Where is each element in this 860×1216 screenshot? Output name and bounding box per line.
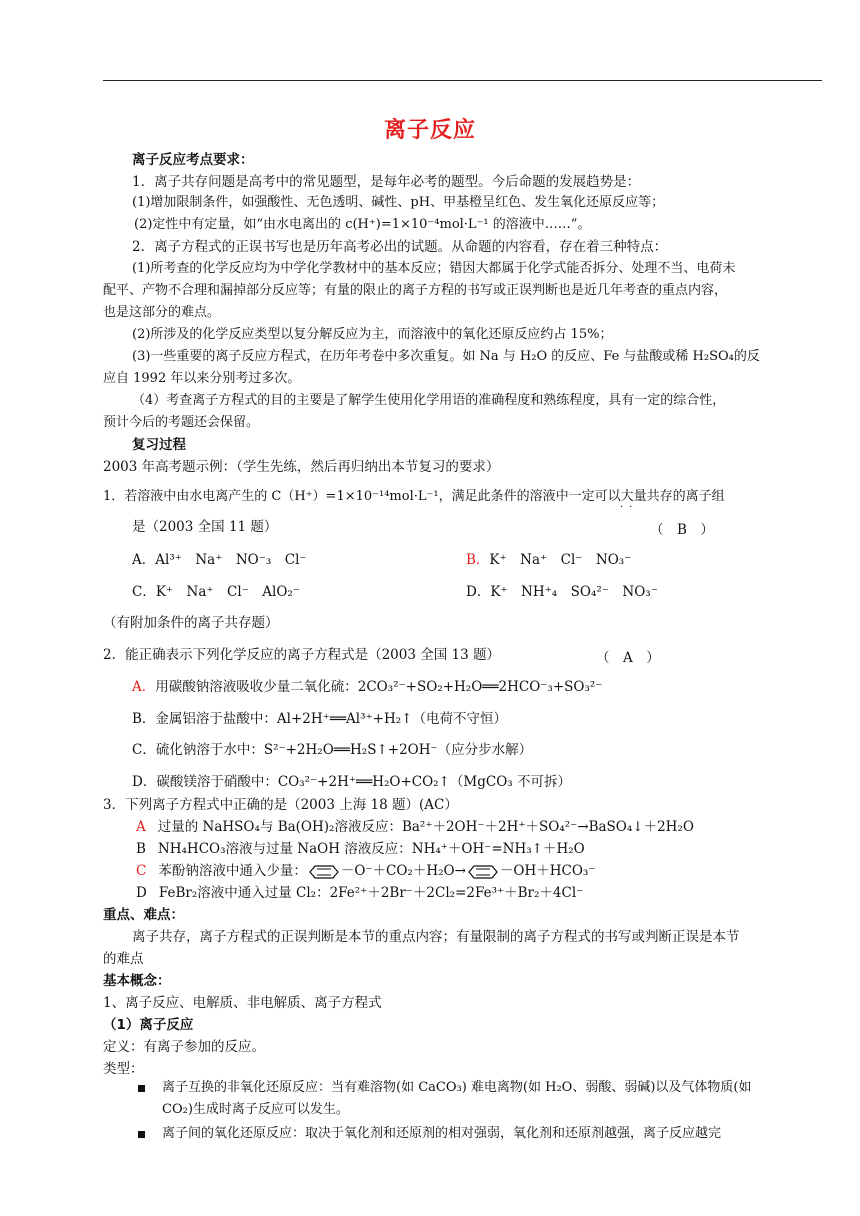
emphasis-dots: ·· xyxy=(620,502,639,513)
q3-option-b-text: NH₄HCO₃溶液与过量 NaOH 溶液反应：NH₄⁺＋OH⁻=NH₃↑＋H₂O xyxy=(157,841,585,857)
q1-option-b-text: K⁺ Na⁺ Cl⁻ NO₃⁻ xyxy=(489,552,632,568)
q2-option-a-text: 用碳酸钠溶液吸收少量二氧化硫：2CO₃²⁻+SO₂+H₂O══2HCO⁻₃+SO₃²⁻ xyxy=(155,679,603,695)
q1-answer: （ B ） xyxy=(650,522,714,538)
requirements-p2c-2: 应自 1992 年以来分别考过多次。 xyxy=(103,371,301,386)
q2-option-a-letter: A． xyxy=(132,679,156,695)
review-intro: 2003 年高考题示例：（学生先练，然后再归纳出本节复习的要求） xyxy=(103,459,500,475)
q1-option-a: A．Al³⁺ Na⁺ NO⁻₃ Cl⁻ xyxy=(132,552,307,568)
key-text-line2: 的难点 xyxy=(103,951,144,967)
requirements-p1b: (2)定性中有定量，如“由水电离出的 c(H⁺)=1×10⁻⁴mol·L⁻¹ 的溶液中……”。 xyxy=(134,217,591,232)
requirements-p1a: (1)增加限制条件，如强酸性、无色透明、碱性、pH、甲基橙呈红色、发生氧化还原反应等； xyxy=(132,195,665,210)
q3-option-c-letter: C xyxy=(136,863,147,879)
q1-stem-line1: 1．若溶液中由水电离产生的 C（H⁺）=1×10⁻¹⁴mol·L⁻¹，满足此条件的溶液中一定可以大量共存的离子组 xyxy=(103,489,725,504)
concepts-definition: 定义：有离子参加的反应。 xyxy=(103,1039,265,1055)
benzene-ring-icon xyxy=(309,865,339,879)
concepts-item1: 1、离子反应、电解质、非电解质、离子方程式 xyxy=(103,995,382,1011)
benzene-ring-icon xyxy=(468,865,498,879)
q3-option-c-mid: －O⁻＋CO₂＋H₂O→ xyxy=(340,863,466,879)
q1-option-d: D．K⁺ NH⁺₄ SO₄²⁻ NO₃⁻ xyxy=(466,584,658,600)
concepts-types: 类型： xyxy=(103,1061,144,1077)
requirements-p2b: (2)所涉及的化学反应类型以复分解反应为主，而溶液中的氧化还原反应约占 15%； xyxy=(132,327,613,342)
q3-option-b-letter: B xyxy=(136,841,146,857)
bullet1-line1: 离子互换的非氧化还原反应：当有难溶物(如 CaCO₃) 难电离物(如 H₂O、弱酸、弱碱)以及气体物质(如 xyxy=(162,1080,752,1095)
q3-option-a xyxy=(136,818,694,836)
q3-option-c xyxy=(136,862,595,880)
q3-option-a-text: 过量的 NaHSO₄与 Ba(OH)₂溶液反应：Ba²⁺＋2OH⁻＋2H⁺＋SO₄²⁻→BaSO₄↓＋2H₂O xyxy=(157,819,694,835)
page-title: 离子反应 xyxy=(383,118,476,143)
review-heading: 复习过程 xyxy=(132,437,186,453)
header-rule xyxy=(103,80,822,81)
q3-option-b xyxy=(136,840,585,858)
bullet2-line1: 离子间的氧化还原反应：取决于氧化剂和还原剂的相对强弱，氧化剂和还原剂越强，离子反应越完 xyxy=(162,1126,722,1141)
q3-stem: 3．下列离子方程式中正确的是（2003 上海 18 题）(AC） xyxy=(103,797,458,813)
q2-stem: 2．能正确表示下列化学反应的离子方程式是（2003 全国 13 题） xyxy=(103,647,500,663)
q1-option-c: C．K⁺ Na⁺ Cl⁻ AlO₂⁻ xyxy=(132,584,300,600)
requirements-heading: 离子反应考点要求： xyxy=(132,152,254,168)
requirements-p2d-1: （4）考查离子方程式的目的主要是了解学生使用化学用语的准确程度和熟练程度，具有一定的综合性， xyxy=(132,393,726,408)
q2-option-d: D．碳酸镁溶于硝酸中：CO₃²⁻+2H⁺══H₂O+CO₂↑（MgCO₃ 不可拆） xyxy=(132,774,571,790)
q2-answer: （ A ） xyxy=(596,650,660,666)
q1-option-b xyxy=(466,551,631,569)
q2-option-b: B．金属铝溶于盐酸中：Al+2H⁺══Al³⁺+H₂↑（电荷不守恒） xyxy=(132,711,507,727)
bullet-square-icon xyxy=(138,1131,145,1138)
q3-option-d-text: FeBr₂溶液中通入过量 Cl₂：2Fe²⁺＋2Br⁻＋2Cl₂=2Fe³⁺＋Br₂＋4Cl⁻ xyxy=(158,885,584,901)
requirements-p2: 2．离子方程式的正误书写也是历年高考必出的试题。从命题的内容看，存在着三种特点： xyxy=(132,239,668,255)
requirements-p2c-1: (3)一些重要的离子反应方程式，在历年考卷中多次重复。如 Na 与 H₂O 的反应、Fe 与盐酸或稀 H₂SO₄的反 xyxy=(132,349,760,364)
q2-option-a xyxy=(132,678,602,696)
requirements-p2d-2: 预计今后的考题还会保留。 xyxy=(103,415,260,430)
key-heading: 重点、难点： xyxy=(103,907,184,923)
q1-option-b-letter: B． xyxy=(466,552,490,568)
requirements-p1: 1．离子共存问题是高考中的常见题型，是每年必考的题型。今后命题的发展趋势是： xyxy=(132,174,641,190)
key-text-line1: 离子共存，离子方程式的正误判断是本节的重点内容；有量限制的离子方程式的书写或判断正误是本节 xyxy=(132,929,740,945)
requirements-p2a-1: (1)所考查的化学反应均为中学化学教材中的基本反应；错因大都属于化学式能否拆分、处理不当、电荷未 xyxy=(132,261,736,276)
q3-option-c-pre: 苯酚钠溶液中通入少量： xyxy=(158,863,307,879)
q1-note: （有附加条件的离子共存题） xyxy=(103,615,279,631)
q3-option-d-letter: D xyxy=(136,885,147,901)
concepts-heading: 基本概念： xyxy=(103,973,171,989)
q3-option-d xyxy=(136,884,583,902)
bullet1-line2: CO₂)生成时离子反应可以发生。 xyxy=(162,1102,349,1117)
q2-option-c: C．硫化钠溶于水中：S²⁻+2H₂O══H₂S↑+2OH⁻（应分步水解） xyxy=(132,742,533,758)
bullet-square-icon xyxy=(138,1085,145,1092)
requirements-p2a-3: 也是这部分的难点。 xyxy=(103,305,221,320)
q3-option-a-letter: A xyxy=(136,819,146,835)
q3-option-c-post: －OH＋HCO₃⁻ xyxy=(499,863,596,879)
q1-stem-line2: 是（2003 全国 11 题） xyxy=(132,519,278,535)
requirements-p2a-2: 配平、产物不合理和漏掉部分反应等；有量的限止的离子方程的书写或正误判断也是近几年考查的重点内容， xyxy=(103,283,728,298)
concepts-sub1: （1）离子反应 xyxy=(103,1017,194,1033)
